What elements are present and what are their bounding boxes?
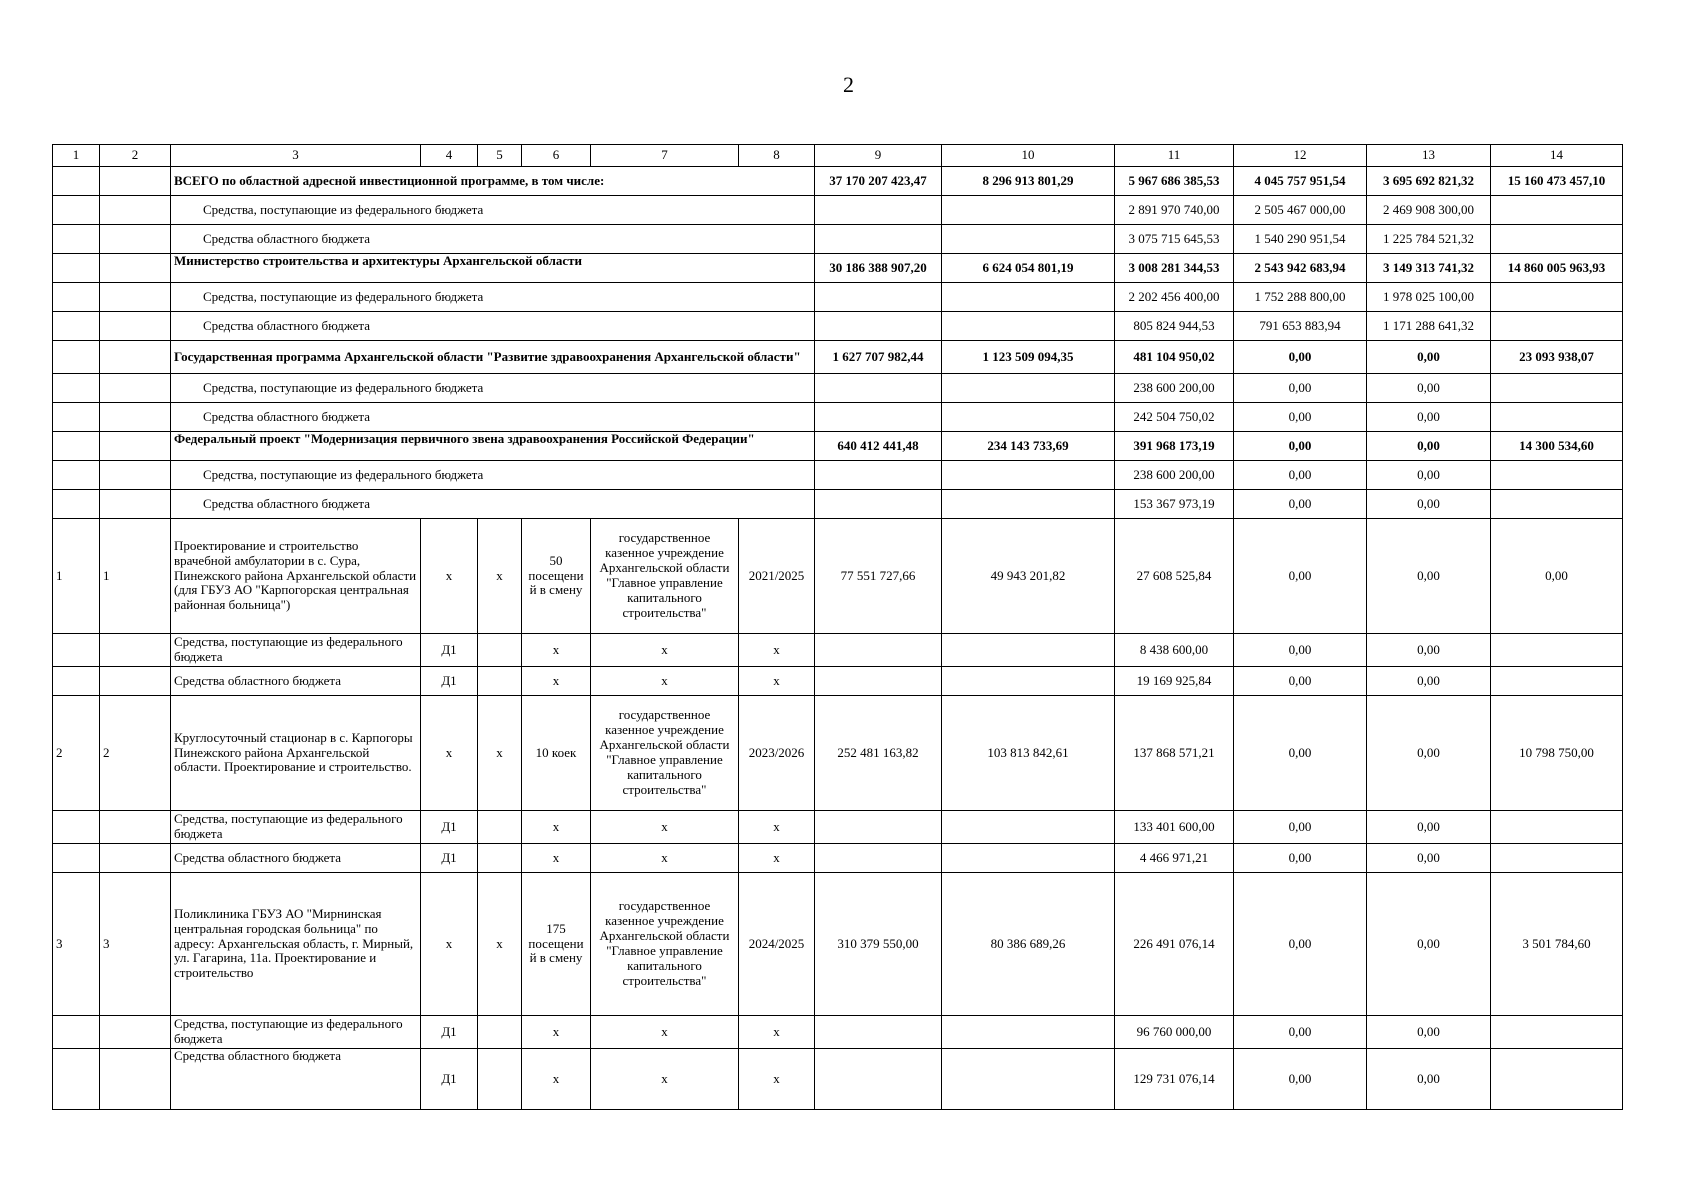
project-row bbox=[53, 696, 1623, 811]
header-cell: 14 bbox=[1491, 145, 1623, 167]
project-c9: 77 551 727,66 bbox=[815, 519, 942, 634]
funding-c12: 0,00 bbox=[1234, 634, 1367, 667]
ministry-c9: 30 186 388 907,20 bbox=[815, 254, 942, 283]
funding-c7: х bbox=[591, 844, 739, 873]
project-c13: 0,00 bbox=[1367, 696, 1491, 811]
empty-cell bbox=[100, 1049, 171, 1110]
project-c12: 0,00 bbox=[1234, 519, 1367, 634]
header-cell: 8 bbox=[739, 145, 815, 167]
empty-cell bbox=[100, 432, 171, 461]
funding-c13: 0,00 bbox=[1367, 811, 1491, 844]
funding-c13: 0,00 bbox=[1367, 1016, 1491, 1049]
empty-cell bbox=[815, 461, 942, 490]
funding-c11: 4 466 971,21 bbox=[1115, 844, 1234, 873]
empty-cell bbox=[942, 403, 1115, 432]
project-number: 2 bbox=[53, 696, 100, 811]
project-c10: 103 813 842,61 bbox=[942, 696, 1115, 811]
empty-cell bbox=[942, 1016, 1115, 1049]
empty-cell bbox=[53, 374, 100, 403]
funding-label: Средства, поступающие из федерального бюджета bbox=[171, 196, 815, 225]
funding-code: Д1 bbox=[421, 811, 478, 844]
empty-cell bbox=[53, 1016, 100, 1049]
funding-c12: 0,00 bbox=[1234, 1016, 1367, 1049]
funding-label: Средства областного бюджета bbox=[171, 403, 815, 432]
project-federal-row bbox=[53, 634, 1623, 667]
program-c12: 0,00 bbox=[1234, 341, 1367, 374]
project-c10: 80 386 689,26 bbox=[942, 873, 1115, 1016]
empty-cell bbox=[100, 844, 171, 873]
empty-cell bbox=[942, 225, 1115, 254]
project-period: 2024/2025 bbox=[739, 873, 815, 1016]
empty-cell bbox=[100, 811, 171, 844]
project-federal-row bbox=[53, 1016, 1623, 1049]
project-c12: 0,00 bbox=[1234, 873, 1367, 1016]
ministry-c13: 3 149 313 741,32 bbox=[1367, 254, 1491, 283]
empty-cell bbox=[53, 634, 100, 667]
fedproject-fed-c11: 238 600 200,00 bbox=[1115, 461, 1234, 490]
funding-c12: 0,00 bbox=[1234, 667, 1367, 696]
project-c14: 3 501 784,60 bbox=[1491, 873, 1623, 1016]
empty-cell bbox=[53, 844, 100, 873]
fedproject-c14: 14 300 534,60 bbox=[1491, 432, 1623, 461]
empty-cell bbox=[1491, 1016, 1623, 1049]
fedproject-reg-c12: 0,00 bbox=[1234, 490, 1367, 519]
empty-cell bbox=[815, 1049, 942, 1110]
fedproject-regional-row bbox=[53, 490, 1623, 519]
program-fed-c11: 238 600 200,00 bbox=[1115, 374, 1234, 403]
fedproject-c10: 234 143 733,69 bbox=[942, 432, 1115, 461]
empty-cell bbox=[100, 254, 171, 283]
empty-cell bbox=[53, 1049, 100, 1110]
project-customer: государственное казенное учреждение Архангельской области "Главное управление капитального строительства" bbox=[591, 873, 739, 1016]
ministry-c12: 2 543 942 683,94 bbox=[1234, 254, 1367, 283]
funding-code: Д1 bbox=[421, 1016, 478, 1049]
empty-cell bbox=[942, 283, 1115, 312]
empty-cell bbox=[53, 312, 100, 341]
total-reg-c13: 1 225 784 521,32 bbox=[1367, 225, 1491, 254]
total-c10: 8 296 913 801,29 bbox=[942, 167, 1115, 196]
total-c9: 37 170 207 423,47 bbox=[815, 167, 942, 196]
fedproject-reg-c13: 0,00 bbox=[1367, 490, 1491, 519]
funding-label: Средства, поступающие из федерального бюджета bbox=[171, 1016, 421, 1049]
funding-c11: 8 438 600,00 bbox=[1115, 634, 1234, 667]
project-subnumber: 3 bbox=[100, 873, 171, 1016]
header-cell: 12 bbox=[1234, 145, 1367, 167]
funding-label: Средства областного бюджета bbox=[171, 490, 815, 519]
funding-c11: 133 401 600,00 bbox=[1115, 811, 1234, 844]
funding-c13: 0,00 bbox=[1367, 634, 1491, 667]
total-title: ВСЕГО по областной адресной инвестиционной программе, в том числе: bbox=[171, 167, 815, 196]
funding-c12: 0,00 bbox=[1234, 1049, 1367, 1110]
project-capacity: 175 посещени й в смену bbox=[522, 873, 591, 1016]
empty-cell bbox=[53, 461, 100, 490]
program-c9: 1 627 707 982,44 bbox=[815, 341, 942, 374]
empty-cell bbox=[53, 196, 100, 225]
header-cell: 10 bbox=[942, 145, 1115, 167]
empty-cell bbox=[100, 341, 171, 374]
funding-code: Д1 bbox=[421, 1049, 478, 1110]
empty-cell bbox=[1491, 403, 1623, 432]
empty-cell bbox=[815, 844, 942, 873]
funding-c11: 96 760 000,00 bbox=[1115, 1016, 1234, 1049]
project-row bbox=[53, 519, 1623, 634]
header-cell: 7 bbox=[591, 145, 739, 167]
empty-cell bbox=[942, 461, 1115, 490]
empty-cell bbox=[100, 490, 171, 519]
empty-cell bbox=[100, 461, 171, 490]
project-c5: х bbox=[478, 519, 522, 634]
header-cell: 5 bbox=[478, 145, 522, 167]
empty-cell bbox=[53, 167, 100, 196]
program-reg-c13: 0,00 bbox=[1367, 403, 1491, 432]
funding-code: Д1 bbox=[421, 667, 478, 696]
project-c5: х bbox=[478, 873, 522, 1016]
fedproject-row bbox=[53, 432, 1623, 461]
funding-label: Средства, поступающие из федерального бюджета bbox=[171, 634, 421, 667]
program-c11: 481 104 950,02 bbox=[1115, 341, 1234, 374]
project-name: Поликлиника ГБУЗ АО "Мирнинская центральная городская больница" по адресу: Архангельская область, г. Мирный, ул. Гагарина, 11а. Проектирование и строительство bbox=[171, 873, 421, 1016]
fedproject-federal-row bbox=[53, 461, 1623, 490]
project-c10: 49 943 201,82 bbox=[942, 519, 1115, 634]
project-period: 2021/2025 bbox=[739, 519, 815, 634]
ministry-reg-c11: 805 824 944,53 bbox=[1115, 312, 1234, 341]
project-row bbox=[53, 873, 1623, 1016]
total-fed-c12: 2 505 467 000,00 bbox=[1234, 196, 1367, 225]
funding-c7: х bbox=[591, 811, 739, 844]
funding-c8: х bbox=[739, 811, 815, 844]
empty-cell bbox=[942, 1049, 1115, 1110]
total-c14: 15 160 473 457,10 bbox=[1491, 167, 1623, 196]
empty-cell bbox=[100, 283, 171, 312]
fedproject-title: Федеральный проект "Модернизация первичного звена здравоохранения Российской Федерации" bbox=[171, 432, 815, 461]
project-c13: 0,00 bbox=[1367, 519, 1491, 634]
project-customer: государственное казенное учреждение Архангельской области "Главное управление капитального строительства" bbox=[591, 519, 739, 634]
funding-c12: 0,00 bbox=[1234, 811, 1367, 844]
empty-cell bbox=[815, 225, 942, 254]
funding-c13: 0,00 bbox=[1367, 844, 1491, 873]
empty-cell bbox=[815, 490, 942, 519]
total-regional-row bbox=[53, 225, 1623, 254]
empty-cell bbox=[942, 844, 1115, 873]
empty-cell bbox=[1491, 374, 1623, 403]
header-cell: 13 bbox=[1367, 145, 1491, 167]
ministry-row bbox=[53, 254, 1623, 283]
project-c11: 27 608 525,84 bbox=[1115, 519, 1234, 634]
empty-cell bbox=[815, 1016, 942, 1049]
funding-c7: х bbox=[591, 1016, 739, 1049]
project-number: 3 bbox=[53, 873, 100, 1016]
project-c14: 10 798 750,00 bbox=[1491, 696, 1623, 811]
fedproject-c12: 0,00 bbox=[1234, 432, 1367, 461]
investment-program-table bbox=[52, 144, 1623, 1110]
empty-cell bbox=[815, 811, 942, 844]
page-number: 2 bbox=[843, 72, 854, 97]
total-c11: 5 967 686 385,53 bbox=[1115, 167, 1234, 196]
total-row bbox=[53, 167, 1623, 196]
funding-c8: х bbox=[739, 1016, 815, 1049]
header-cell: 1 bbox=[53, 145, 100, 167]
empty-cell bbox=[100, 167, 171, 196]
funding-c6: х bbox=[522, 1049, 591, 1110]
empty-cell bbox=[53, 254, 100, 283]
funding-c8: х bbox=[739, 634, 815, 667]
empty-cell bbox=[53, 283, 100, 312]
project-c11: 137 868 571,21 bbox=[1115, 696, 1234, 811]
empty-cell bbox=[942, 634, 1115, 667]
empty-cell bbox=[1491, 667, 1623, 696]
funding-label: Средства, поступающие из федерального бюджета bbox=[171, 283, 815, 312]
empty-cell bbox=[478, 811, 522, 844]
project-name: Проектирование и строительство врачебной амбулатории в с. Сура, Пинежского района Архангельской области (для ГБУЗ АО "Карпогорская центральная районная больница") bbox=[171, 519, 421, 634]
empty-cell bbox=[942, 490, 1115, 519]
program-fed-c13: 0,00 bbox=[1367, 374, 1491, 403]
empty-cell bbox=[942, 811, 1115, 844]
funding-c13: 0,00 bbox=[1367, 667, 1491, 696]
project-c13: 0,00 bbox=[1367, 873, 1491, 1016]
empty-cell bbox=[1491, 461, 1623, 490]
fedproject-reg-c11: 153 367 973,19 bbox=[1115, 490, 1234, 519]
project-c9: 252 481 163,82 bbox=[815, 696, 942, 811]
ministry-c10: 6 624 054 801,19 bbox=[942, 254, 1115, 283]
total-federal-row bbox=[53, 196, 1623, 225]
funding-c12: 0,00 bbox=[1234, 844, 1367, 873]
funding-c11: 19 169 925,84 bbox=[1115, 667, 1234, 696]
empty-cell bbox=[478, 1016, 522, 1049]
empty-cell bbox=[478, 667, 522, 696]
funding-label: Средства областного бюджета bbox=[171, 844, 421, 873]
funding-c6: х bbox=[522, 667, 591, 696]
empty-cell bbox=[815, 283, 942, 312]
header-cell: 11 bbox=[1115, 145, 1234, 167]
funding-code: Д1 bbox=[421, 844, 478, 873]
fedproject-fed-c13: 0,00 bbox=[1367, 461, 1491, 490]
project-c11: 226 491 076,14 bbox=[1115, 873, 1234, 1016]
program-regional-row bbox=[53, 403, 1623, 432]
ministry-title: Министерство строительства и архитектуры Архангельской области bbox=[171, 254, 815, 283]
project-c5: х bbox=[478, 696, 522, 811]
empty-cell bbox=[53, 432, 100, 461]
funding-c13: 0,00 bbox=[1367, 1049, 1491, 1110]
empty-cell bbox=[100, 312, 171, 341]
project-federal-row bbox=[53, 811, 1623, 844]
empty-cell bbox=[942, 196, 1115, 225]
empty-cell bbox=[815, 403, 942, 432]
empty-cell bbox=[1491, 634, 1623, 667]
funding-label: Средства областного бюджета bbox=[171, 312, 815, 341]
program-federal-row bbox=[53, 374, 1623, 403]
empty-cell bbox=[478, 844, 522, 873]
project-number: 1 bbox=[53, 519, 100, 634]
empty-cell bbox=[1491, 196, 1623, 225]
empty-cell bbox=[53, 667, 100, 696]
ministry-regional-row bbox=[53, 312, 1623, 341]
project-capacity: 50 посещени й в смену bbox=[522, 519, 591, 634]
project-c4: х bbox=[421, 696, 478, 811]
empty-cell bbox=[1491, 844, 1623, 873]
funding-label: Средства, поступающие из федерального бюджета bbox=[171, 461, 815, 490]
header-cell: 3 bbox=[171, 145, 421, 167]
project-customer: государственное казенное учреждение Архангельской области "Главное управление капитального строительства" bbox=[591, 696, 739, 811]
empty-cell bbox=[815, 667, 942, 696]
total-c13: 3 695 692 821,32 bbox=[1367, 167, 1491, 196]
fedproject-c9: 640 412 441,48 bbox=[815, 432, 942, 461]
header-cell: 4 bbox=[421, 145, 478, 167]
project-capacity: 10 коек bbox=[522, 696, 591, 811]
project-regional-row bbox=[53, 667, 1623, 696]
ministry-fed-c13: 1 978 025 100,00 bbox=[1367, 283, 1491, 312]
header-cell: 9 bbox=[815, 145, 942, 167]
empty-cell bbox=[100, 225, 171, 254]
funding-label: Средства областного бюджета bbox=[171, 667, 421, 696]
ministry-reg-c13: 1 171 288 641,32 bbox=[1367, 312, 1491, 341]
column-number-header bbox=[53, 145, 1623, 167]
empty-cell bbox=[53, 490, 100, 519]
empty-cell bbox=[478, 634, 522, 667]
empty-cell bbox=[1491, 225, 1623, 254]
project-regional-row bbox=[53, 1049, 1623, 1110]
empty-cell bbox=[942, 312, 1115, 341]
program-c14: 23 093 938,07 bbox=[1491, 341, 1623, 374]
funding-label: Средства, поступающие из федерального бюджета bbox=[171, 374, 815, 403]
funding-c6: х bbox=[522, 634, 591, 667]
empty-cell bbox=[53, 403, 100, 432]
program-reg-c11: 242 504 750,02 bbox=[1115, 403, 1234, 432]
project-c9: 310 379 550,00 bbox=[815, 873, 942, 1016]
funding-c8: х bbox=[739, 1049, 815, 1110]
empty-cell bbox=[942, 667, 1115, 696]
empty-cell bbox=[1491, 490, 1623, 519]
funding-c8: х bbox=[739, 667, 815, 696]
project-c12: 0,00 bbox=[1234, 696, 1367, 811]
ministry-c11: 3 008 281 344,53 bbox=[1115, 254, 1234, 283]
project-subnumber: 1 bbox=[100, 519, 171, 634]
empty-cell bbox=[815, 634, 942, 667]
total-fed-c13: 2 469 908 300,00 bbox=[1367, 196, 1491, 225]
project-name: Круглосуточный стационар в с. Карпогоры Пинежского района Архангельской области. Проектирование и строительство. bbox=[171, 696, 421, 811]
empty-cell bbox=[1491, 811, 1623, 844]
funding-label: Средства областного бюджета bbox=[171, 225, 815, 254]
program-row bbox=[53, 341, 1623, 374]
funding-c7: х bbox=[591, 634, 739, 667]
total-reg-c12: 1 540 290 951,54 bbox=[1234, 225, 1367, 254]
empty-cell bbox=[1491, 312, 1623, 341]
program-reg-c12: 0,00 bbox=[1234, 403, 1367, 432]
empty-cell bbox=[1491, 1049, 1623, 1110]
project-c4: х bbox=[421, 519, 478, 634]
funding-label: Средства областного бюджета bbox=[171, 1049, 421, 1110]
empty-cell bbox=[100, 634, 171, 667]
project-subnumber: 2 bbox=[100, 696, 171, 811]
funding-c11: 129 731 076,14 bbox=[1115, 1049, 1234, 1110]
empty-cell bbox=[100, 1016, 171, 1049]
program-fed-c12: 0,00 bbox=[1234, 374, 1367, 403]
empty-cell bbox=[53, 341, 100, 374]
empty-cell bbox=[815, 312, 942, 341]
ministry-reg-c12: 791 653 883,94 bbox=[1234, 312, 1367, 341]
empty-cell bbox=[100, 403, 171, 432]
funding-c7: х bbox=[591, 667, 739, 696]
program-c10: 1 123 509 094,35 bbox=[942, 341, 1115, 374]
funding-c6: х bbox=[522, 844, 591, 873]
total-reg-c11: 3 075 715 645,53 bbox=[1115, 225, 1234, 254]
fedproject-fed-c12: 0,00 bbox=[1234, 461, 1367, 490]
ministry-fed-c11: 2 202 456 400,00 bbox=[1115, 283, 1234, 312]
program-title: Государственная программа Архангельской области "Развитие здравоохранения Архангельской области" bbox=[171, 341, 815, 374]
ministry-c14: 14 860 005 963,93 bbox=[1491, 254, 1623, 283]
empty-cell bbox=[100, 667, 171, 696]
program-c13: 0,00 bbox=[1367, 341, 1491, 374]
empty-cell bbox=[478, 1049, 522, 1110]
funding-code: Д1 bbox=[421, 634, 478, 667]
empty-cell bbox=[53, 225, 100, 254]
empty-cell bbox=[815, 374, 942, 403]
total-fed-c11: 2 891 970 740,00 bbox=[1115, 196, 1234, 225]
fedproject-c11: 391 968 173,19 bbox=[1115, 432, 1234, 461]
header-cell: 6 bbox=[522, 145, 591, 167]
funding-c6: х bbox=[522, 811, 591, 844]
empty-cell bbox=[815, 196, 942, 225]
ministry-federal-row bbox=[53, 283, 1623, 312]
empty-cell bbox=[1491, 283, 1623, 312]
funding-c8: х bbox=[739, 844, 815, 873]
empty-cell bbox=[53, 811, 100, 844]
funding-c6: х bbox=[522, 1016, 591, 1049]
project-c14: 0,00 bbox=[1491, 519, 1623, 634]
project-c4: х bbox=[421, 873, 478, 1016]
total-c12: 4 045 757 951,54 bbox=[1234, 167, 1367, 196]
fedproject-c13: 0,00 bbox=[1367, 432, 1491, 461]
empty-cell bbox=[942, 374, 1115, 403]
funding-c7: х bbox=[591, 1049, 739, 1110]
ministry-fed-c12: 1 752 288 800,00 bbox=[1234, 283, 1367, 312]
empty-cell bbox=[100, 374, 171, 403]
project-period: 2023/2026 bbox=[739, 696, 815, 811]
empty-cell bbox=[100, 196, 171, 225]
project-regional-row bbox=[53, 844, 1623, 873]
header-cell: 2 bbox=[100, 145, 171, 167]
funding-label: Средства, поступающие из федерального бюджета bbox=[171, 811, 421, 844]
